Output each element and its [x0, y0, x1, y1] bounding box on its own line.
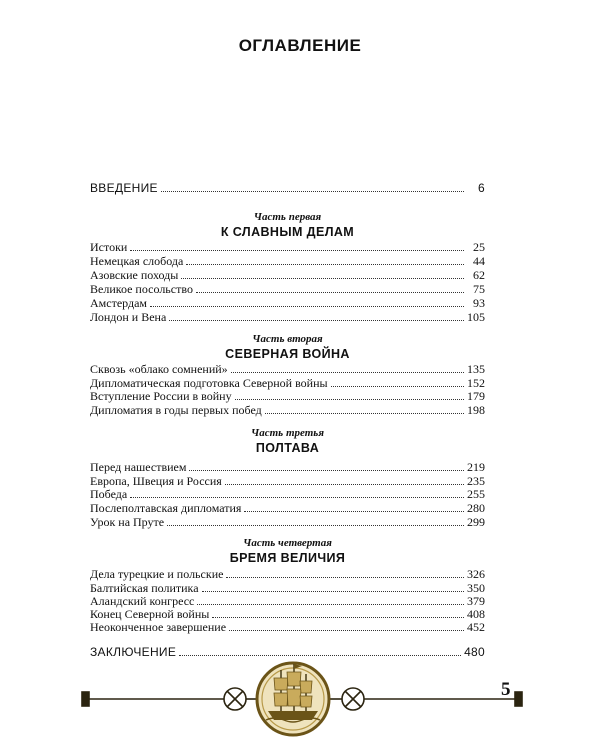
entry-page: 44: [473, 254, 485, 268]
entry-page: 280: [467, 501, 485, 515]
dot-leader: [229, 630, 464, 631]
dot-leader: [202, 591, 464, 592]
entry-label: Европа, Швеция и Россия: [90, 474, 222, 488]
entry-page: 255: [467, 487, 485, 501]
toc-entry[interactable]: [90, 296, 485, 310]
entry-page: 179: [467, 389, 485, 403]
dot-leader: [225, 484, 464, 485]
toc-entry[interactable]: [90, 268, 485, 282]
dot-leader: [244, 511, 464, 512]
toc-entry[interactable]: [90, 474, 485, 488]
entry-label: Истоки: [90, 240, 128, 254]
dot-leader: [265, 413, 464, 414]
part-4-label: Часть четвертая: [243, 537, 332, 549]
entry-page: 235: [467, 474, 485, 488]
entry-label: Великое посольство: [90, 282, 193, 296]
toc-entry[interactable]: [90, 487, 485, 501]
entry-page: 299: [467, 515, 485, 529]
entry-label: ВВЕДЕНИЕ: [90, 181, 158, 195]
dot-leader: [226, 577, 464, 578]
entry-page: 452: [467, 620, 485, 634]
entry-page: 105: [467, 310, 485, 324]
dot-leader: [186, 264, 464, 265]
toc-entry[interactable]: [90, 403, 485, 417]
entry-label: Дипломатическая подготовка Северной войны: [90, 376, 328, 390]
entry-label: Дипломатия в годы первых побед: [90, 403, 262, 417]
entry-label: Урок на Пруте: [90, 515, 165, 529]
toc-entry[interactable]: [90, 240, 485, 254]
entry-label: Лондон и Вена: [90, 310, 167, 324]
dot-leader: [161, 191, 464, 192]
dot-leader: [189, 470, 464, 471]
entry-page: 408: [467, 607, 485, 621]
entry-label: Дела турецкие и польские: [90, 567, 224, 581]
dot-leader: [150, 306, 464, 307]
toc-entry[interactable]: [90, 594, 485, 608]
entry-page: 25: [473, 240, 485, 254]
entry-label: Балтийская политика: [90, 581, 199, 595]
page-title: ОГЛАВЛЕНИЕ: [238, 36, 362, 55]
entry-page: 219: [467, 460, 485, 474]
dot-leader: [197, 604, 464, 605]
entry-label: Сквозь «облако сомнений»: [90, 362, 228, 376]
dot-leader: [181, 278, 464, 279]
part-1-label: Часть первая: [253, 211, 322, 223]
part-4-title: БРЕМЯ ВЕЛИЧИЯ: [229, 551, 346, 565]
toc-entry[interactable]: [90, 567, 485, 581]
toc-entry[interactable]: [90, 389, 485, 403]
entry-label: Послеполтавская дипломатия: [90, 501, 242, 515]
entry-page: 135: [467, 362, 485, 376]
dot-leader: [331, 386, 464, 387]
end-cap-left: [82, 692, 89, 706]
entry-label: Немецкая слобода: [90, 254, 184, 268]
entry-label: Амстердам: [90, 296, 148, 310]
ship-medallion-icon: [257, 663, 329, 735]
entry-page: 152: [467, 376, 485, 390]
dot-leader: [167, 525, 464, 526]
entry-page: 93: [473, 296, 485, 310]
dot-leader: [130, 497, 464, 498]
entry-label: Азовские походы: [90, 268, 179, 282]
part-1-title: К СЛАВНЫМ ДЕЛАМ: [220, 225, 355, 239]
entry-label: Неоконченное завершение: [90, 620, 227, 634]
toc-entry[interactable]: [90, 376, 485, 390]
entry-label: Аландский конгресс: [90, 594, 195, 608]
dot-leader: [196, 292, 464, 293]
entry-label: Перед нашествием: [90, 460, 187, 474]
cross-circle-right-icon: [342, 688, 364, 710]
part-2-title: СЕВЕРНАЯ ВОЙНА: [225, 347, 350, 361]
part-3-title: ПОЛТАВА: [255, 441, 320, 455]
toc-entry[interactable]: [90, 607, 485, 621]
entry-page: 6: [478, 181, 485, 195]
toc-entry[interactable]: [90, 254, 485, 268]
part-3-label: Часть третья: [251, 427, 324, 439]
entry-label: Победа: [90, 487, 128, 501]
dot-leader: [169, 320, 464, 321]
toc-entry[interactable]: [90, 362, 485, 376]
entry-page: 379: [467, 594, 485, 608]
toc-entry[interactable]: [90, 310, 485, 324]
entry-page: 198: [467, 403, 485, 417]
part-2-label: Часть вторая: [252, 333, 323, 345]
entry-page: 480: [464, 645, 485, 659]
dot-leader: [130, 250, 464, 251]
toc-entry[interactable]: [90, 460, 485, 474]
end-cap-right: [515, 692, 522, 706]
dot-leader: [212, 617, 464, 618]
dot-leader: [231, 372, 464, 373]
toc-entry[interactable]: [90, 282, 485, 296]
toc-entry[interactable]: [90, 581, 485, 595]
dot-leader: [235, 399, 464, 400]
toc-entry[interactable]: [90, 515, 485, 529]
toc-entry[interactable]: [90, 501, 485, 515]
entry-page: 350: [467, 581, 485, 595]
toc-entry-intro[interactable]: [90, 181, 485, 195]
entry-page: 326: [467, 567, 485, 581]
entry-label: Конец Северной войны: [90, 607, 210, 621]
page-number: 5: [501, 679, 511, 700]
entry-label: ЗАКЛЮЧЕНИЕ: [90, 645, 177, 659]
entry-page: 62: [473, 268, 485, 282]
toc-entry[interactable]: [90, 620, 485, 634]
entry-page: 75: [473, 282, 485, 296]
entry-label: Вступление России в войну: [90, 389, 232, 403]
cross-circle-left-icon: [224, 688, 246, 710]
